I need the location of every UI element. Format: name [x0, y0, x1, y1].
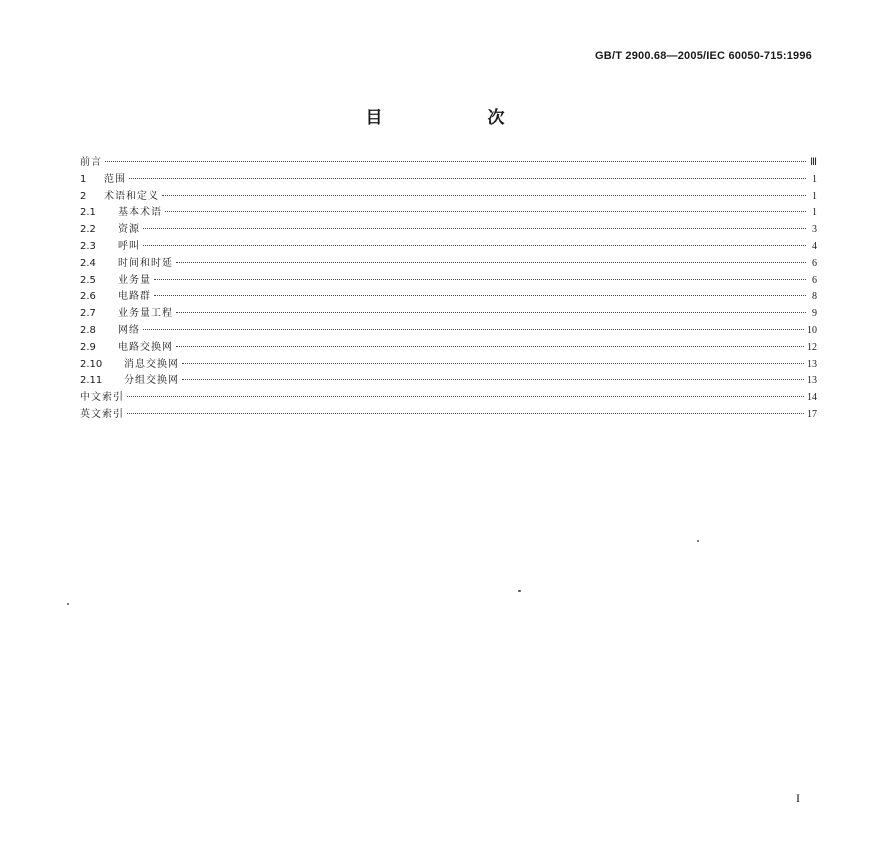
table-of-contents	[80, 155, 817, 424]
scan-speck	[697, 540, 699, 542]
toc-entry-number: 2.6	[80, 291, 96, 303]
dot-leader	[127, 396, 804, 397]
dot-leader	[176, 262, 806, 263]
toc-title: 目 次	[365, 108, 549, 128]
toc-entry-page: 6	[812, 274, 817, 286]
toc-entry-label: 前言	[80, 157, 102, 168]
dot-leader	[154, 295, 806, 296]
scan-speck	[67, 603, 69, 605]
dot-leader	[176, 346, 804, 347]
toc-entry-page: 1	[812, 173, 817, 185]
dot-leader	[154, 279, 806, 280]
dot-leader	[105, 161, 806, 162]
toc-row	[80, 256, 817, 273]
dot-leader	[165, 211, 806, 212]
toc-entry-label: 术语和定义	[104, 190, 159, 202]
dot-leader	[162, 195, 806, 196]
toc-entry-page: 8	[812, 291, 817, 303]
toc-entry-label: 消息交换网	[124, 358, 179, 370]
toc-entry-number: 2.8	[80, 324, 96, 336]
toc-entry-number: 1	[80, 173, 87, 185]
toc-entry-label: 范围	[104, 173, 126, 185]
toc-row	[80, 306, 817, 323]
toc-row	[80, 340, 817, 357]
toc-row	[80, 273, 817, 290]
toc-entry-number: 2.1	[80, 207, 96, 219]
toc-row	[80, 407, 817, 424]
toc-entry-label: 中文索引	[80, 392, 124, 404]
toc-row	[80, 155, 817, 172]
dot-leader	[182, 379, 804, 380]
toc-entry-number: 2.2	[80, 224, 96, 236]
toc-row	[80, 205, 817, 222]
dot-leader	[143, 228, 806, 229]
toc-row	[80, 172, 817, 189]
toc-entry-page: 4	[812, 240, 817, 252]
toc-row	[80, 222, 817, 239]
toc-entry-label: 分组交换网	[124, 375, 179, 387]
toc-entry-page: 12	[807, 341, 817, 353]
toc-entry-label: 业务量	[118, 274, 151, 286]
toc-row	[80, 289, 817, 306]
toc-entry-label: 基本术语	[118, 207, 162, 219]
toc-entry-page: 3	[812, 224, 817, 236]
toc-entry-number: 2.11	[80, 375, 103, 387]
page-number: I	[796, 791, 800, 805]
toc-entry-label: 电路群	[118, 291, 151, 303]
toc-entry-label: 电路交换网	[118, 341, 173, 353]
standard-code: GB/T 2900.68—2005/IEC 60050-715:1996	[595, 50, 812, 62]
toc-entry-number: 2.9	[80, 341, 96, 353]
dot-leader	[176, 312, 806, 313]
toc-entry-label: 呼叫	[118, 240, 140, 252]
dot-leader	[143, 245, 806, 246]
dot-leader	[143, 329, 804, 330]
toc-entry-page: 10	[807, 324, 817, 336]
toc-entry-page: 9	[812, 308, 817, 320]
toc-entry-label: 网络	[118, 324, 140, 336]
toc-row	[80, 189, 817, 206]
toc-entry-page: Ⅲ	[810, 157, 817, 168]
toc-entry-label: 英文索引	[80, 408, 124, 420]
toc-entry-number: 2.5	[80, 274, 96, 286]
dot-leader	[129, 178, 806, 179]
toc-entry-page: 13	[807, 375, 817, 387]
toc-row	[80, 390, 817, 407]
toc-entry-number: 2.4	[80, 257, 96, 269]
toc-entry-number: 2	[80, 190, 87, 202]
toc-entry-number: 2.3	[80, 240, 96, 252]
toc-row	[80, 323, 817, 340]
toc-row	[80, 357, 817, 374]
toc-entry-number: 2.7	[80, 308, 96, 320]
toc-entry-page: 17	[807, 408, 817, 420]
toc-entry-page: 14	[807, 392, 817, 404]
toc-entry-number: 2.10	[80, 358, 103, 370]
toc-entry-label: 资源	[118, 224, 140, 236]
toc-entry-page: 13	[807, 358, 817, 370]
toc-entry-label: 业务量工程	[118, 308, 173, 320]
dot-leader	[182, 363, 804, 364]
dot-leader	[127, 413, 804, 414]
toc-entry-page: 6	[812, 257, 817, 269]
toc-entry-label: 时间和时延	[118, 257, 173, 269]
toc-entry-page: 1	[812, 207, 817, 219]
toc-row	[80, 239, 817, 256]
toc-row	[80, 373, 817, 390]
toc-entry-page: 1	[812, 190, 817, 202]
scan-speck	[518, 590, 521, 592]
